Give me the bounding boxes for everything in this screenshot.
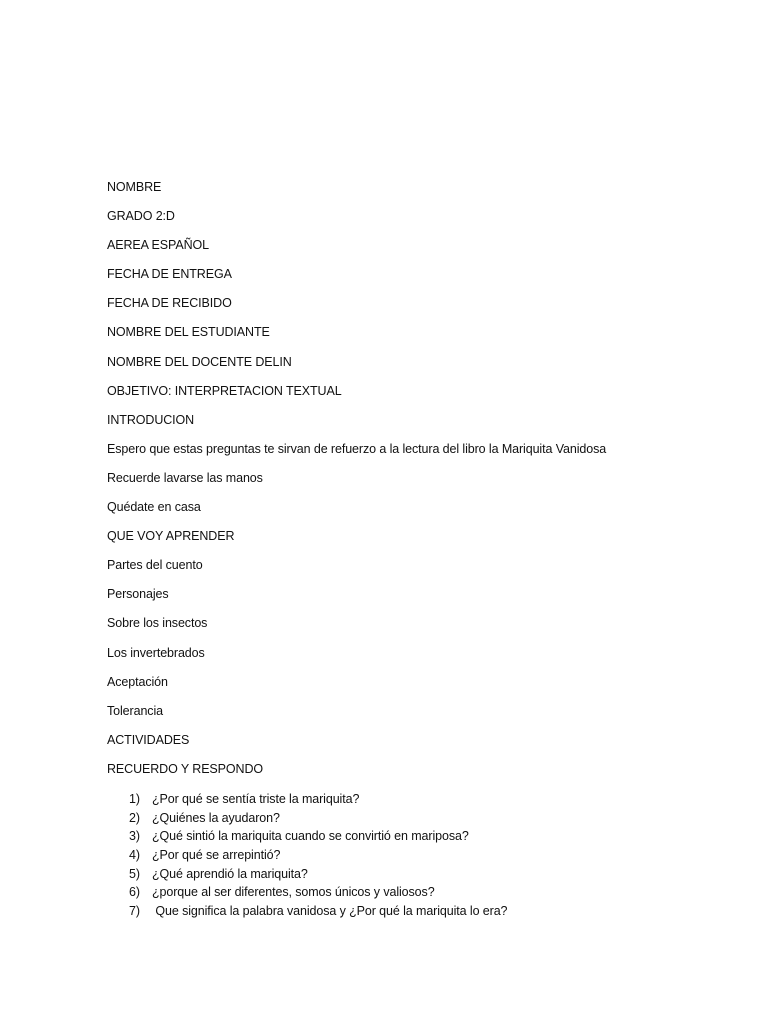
question-number: 5): [129, 866, 140, 881]
subject-area-line: AEREA ESPAÑOL: [107, 238, 209, 253]
question-number: 2): [129, 810, 140, 825]
learning-item: Partes del cuento: [107, 558, 203, 573]
recall-and-answer-heading: RECUERDO Y RESPONDO: [107, 761, 264, 776]
question-item: [129, 846, 729, 865]
learning-goals-heading: QUE VOY APRENDER: [107, 529, 235, 544]
question-number: 4): [129, 848, 140, 863]
question-number: 7): [129, 904, 140, 919]
introduction-heading: INTRODUCION: [107, 412, 195, 427]
question-item: [129, 902, 729, 921]
question-text: ¿Qué sintió la mariquita cuando se convirtió en mariposa?: [152, 829, 469, 844]
question-text: ¿Por qué se arrepintió?: [152, 848, 281, 863]
question-item: [129, 809, 729, 828]
question-number: 1): [129, 792, 140, 806]
delivery-date-label: FECHA DE ENTREGA: [107, 267, 232, 282]
question-number: 6): [129, 885, 140, 900]
learning-item: Tolerancia: [107, 703, 163, 718]
question-text: Que significa la palabra vanidosa y ¿Por qué la mariquita lo era?: [152, 904, 508, 919]
grade-line: GRADO 2:D: [107, 209, 175, 224]
name-field-label: NOMBRE: [107, 180, 162, 194]
question-list: [129, 790, 729, 921]
introduction-text: Espero que estas preguntas te sirvan de refuerzo a la lectura del libro la Mariquita Vanidosa: [107, 441, 607, 456]
question-number: 3): [129, 829, 140, 844]
received-date-label: FECHA DE RECIBIDO: [107, 296, 232, 311]
question-text: ¿Qué aprendió la mariquita?: [152, 866, 308, 881]
learning-item: Sobre los insectos: [107, 616, 208, 631]
learning-item: Aceptación: [107, 674, 168, 689]
document-body: [107, 179, 727, 790]
handwash-reminder: Recuerde lavarse las manos: [107, 470, 263, 485]
question-item: [129, 827, 729, 846]
stay-home-reminder: Quédate en casa: [107, 500, 201, 515]
student-name-label: NOMBRE DEL ESTUDIANTE: [107, 325, 270, 340]
question-text: ¿Quiénes la ayudaron?: [152, 810, 280, 825]
question-text: ¿porque al ser diferentes, somos únicos y valiosos?: [152, 885, 435, 900]
learning-item: Personajes: [107, 587, 169, 602]
objective-line: OBJETIVO: INTERPRETACION TEXTUAL: [107, 383, 342, 398]
question-text: ¿Por qué se sentía triste la mariquita?: [152, 792, 360, 806]
question-item: [129, 883, 729, 902]
question-item: [129, 865, 729, 884]
learning-item: Los invertebrados: [107, 645, 205, 660]
activities-heading: ACTIVIDADES: [107, 732, 190, 747]
question-item: [129, 790, 729, 809]
teacher-name-line: NOMBRE DEL DOCENTE DELIN: [107, 354, 292, 369]
